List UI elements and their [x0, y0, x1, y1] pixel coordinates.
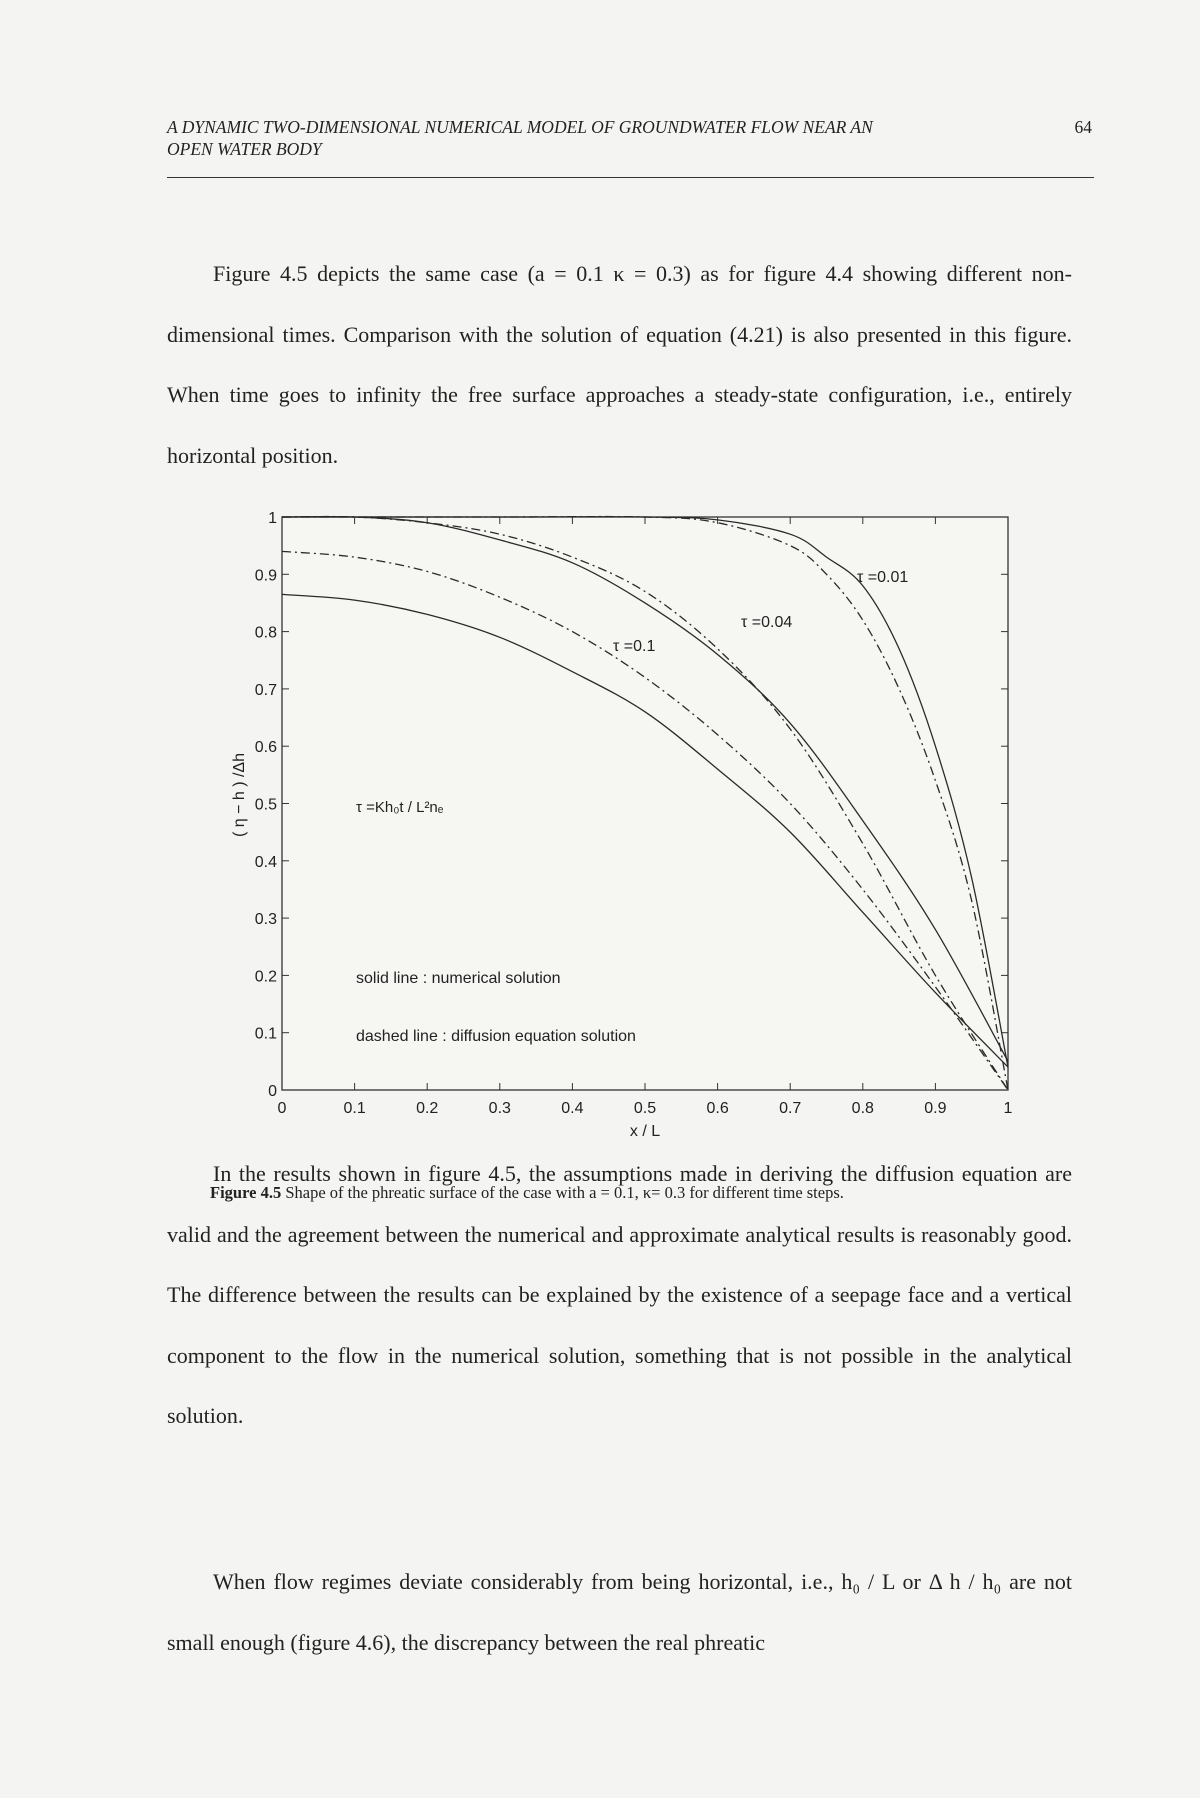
x-tick-label: 0.1	[343, 1100, 366, 1117]
annotation-tau-001: τ =0.01	[857, 569, 909, 586]
paragraph-3-text: When flow regimes deviate considerably from being horizontal, i.e., h₀ / L or Δ h / h₀ are not small enough (figure 4.6), the discrepancy between the real phreatic	[167, 1569, 1072, 1655]
x-tick-label: 0	[277, 1100, 287, 1117]
y-tick-label: 0.1	[254, 1025, 277, 1043]
y-tick-label: 0.8	[254, 624, 277, 642]
header-title-line1: A DYNAMIC TWO-DIMENSIONAL NUMERICAL MODEL OF GROUNDWATER FLOW NEAR AN	[167, 117, 873, 137]
caption-text: Shape of the phreatic surface of the case with a = 0.1, κ= 0.3 for different time steps.	[285, 1183, 844, 1202]
annotation-tau-004: τ =0.04	[741, 614, 793, 631]
y-tick-label: 0.5	[254, 796, 277, 814]
caption-label: Figure 4.5	[210, 1183, 282, 1202]
paragraph-3	[167, 1552, 1072, 1673]
x-tick-label: 0.9	[924, 1100, 947, 1117]
y-tick-label: 0	[268, 1083, 277, 1100]
y-axis-label: ( η − h ) /Δh	[231, 752, 248, 838]
x-tick-label: 0.3	[488, 1100, 511, 1117]
y-tick-label: 0.2	[254, 968, 277, 986]
y-tick-label: 0.9	[254, 567, 277, 585]
x-tick-label: 0.7	[779, 1100, 802, 1117]
x-axis-label: x / L	[629, 1123, 661, 1140]
paragraph-1-text: Figure 4.5 depicts the same case (a = 0.1 κ = 0.3) as for figure 4.4 showing different non-dimensional times. Comparison with the solution of equation (4.21) is also presented in this figure. When time goes to infinity the free surface approaches a steady-state configuration, i.e., entirely horizontal position.	[167, 261, 1072, 468]
tau-formula: τ =Kh₀t / L²nₑ	[356, 799, 444, 816]
legend-dashed: dashed line : diffusion equation solution	[356, 1028, 636, 1045]
x-tick-label: 0.4	[561, 1100, 584, 1117]
header-title-line2: OPEN WATER BODY	[167, 139, 322, 159]
x-tick-label: 0.2	[416, 1100, 439, 1117]
y-tick-label: 0.4	[254, 853, 277, 871]
y-tick-label: 0.7	[254, 681, 277, 699]
x-tick-label: 0.6	[706, 1100, 729, 1117]
y-tick-label: 0.6	[254, 739, 277, 757]
x-tick-label: 1	[1003, 1100, 1013, 1117]
legend-solid: solid line : numerical solution	[356, 970, 561, 987]
paragraph-2	[167, 1144, 1072, 1447]
page-number: 64	[1074, 117, 1092, 137]
x-tick-label: 0.8	[851, 1100, 874, 1117]
y-tick-label: 1	[268, 510, 277, 527]
paragraph-2-text: In the results shown in figure 4.5, the assumptions made in deriving the diffusion equation are valid and the agreement between the numerical and approximate analytical results is reasonably good. The difference between the results can be explained by the existence of a seepage face and a vertical component to the flow in the numerical solution, something that is not possible in the analytical solution.	[167, 1161, 1072, 1428]
x-tick-label: 0.5	[633, 1100, 657, 1117]
y-tick-label: 0.3	[254, 911, 277, 929]
annotation-tau-01: τ =0.1	[613, 638, 656, 655]
